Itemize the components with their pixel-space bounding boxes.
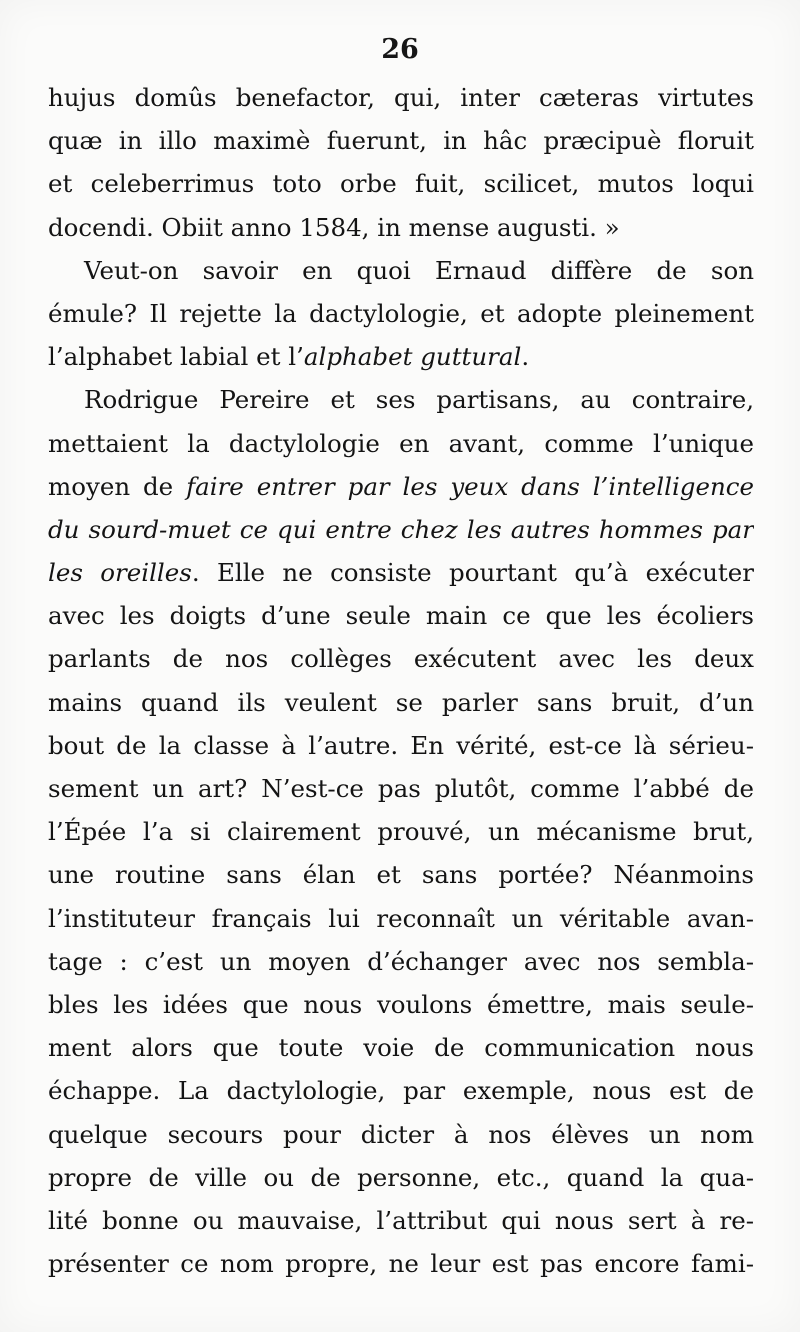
text-line xyxy=(48,378,754,421)
italic-text-segment: du sourd-muet ce qui entre chez les autres hommes par xyxy=(48,514,754,544)
text-segment: bles les idées que nous voulons émettre, mais seule- xyxy=(48,989,754,1019)
text-line xyxy=(48,897,754,940)
text-segment: présenter ce nom propre, ne leur est pas encore fami- xyxy=(48,1249,754,1279)
text-line xyxy=(48,465,754,508)
text-line xyxy=(48,983,754,1026)
italic-text-segment: les oreilles xyxy=(48,558,192,588)
text-segment: . xyxy=(521,342,530,372)
text-segment: docendi. Obiit anno 1584, in mense augusti. » xyxy=(48,212,620,242)
text-segment: l’Épée l’a si clairement prouvé, un mécanisme brut, xyxy=(48,817,754,847)
text-line xyxy=(48,292,754,335)
text-line xyxy=(48,940,754,983)
text-segment: avec les doigts d’une seule main ce que les écoliers xyxy=(48,601,754,631)
text-segment: sement un art? N’est-ce pas plutôt, comme l’abbé de xyxy=(48,774,754,803)
text-line xyxy=(48,1113,754,1156)
text-segment: . Elle ne consiste pourtant qu’à exécuter xyxy=(191,558,754,588)
body-text xyxy=(48,76,754,1285)
text-segment: Veut-on savoir en quoi Ernaud diffère de son xyxy=(84,255,754,285)
text-segment: et celeberrimus toto orbe fuit, scilicet, mutos loqui xyxy=(48,169,754,199)
text-line xyxy=(48,1199,754,1242)
text-line xyxy=(48,810,754,853)
text-line xyxy=(48,681,754,724)
text-segment: tage : c’est un moyen d’échanger avec nos sembla- xyxy=(48,946,754,976)
text-segment: Rodrigue Pereire et ses partisans, au contraire, xyxy=(84,385,754,415)
text-line xyxy=(48,594,754,637)
italic-text-segment: alphabet guttural xyxy=(303,342,522,372)
text-segment: propre de ville ou de personne, etc., quand la qua- xyxy=(48,1162,754,1192)
text-segment: mains quand ils veulent se parler sans bruit, d’un xyxy=(48,687,754,717)
text-line xyxy=(48,119,754,162)
text-line xyxy=(48,422,754,465)
text-line xyxy=(48,767,754,810)
text-segment: l’alphabet labial et l’ xyxy=(48,342,304,372)
page-number: 26 xyxy=(381,34,419,65)
text-segment: une routine sans élan et sans portée? Néanmoins xyxy=(48,860,754,890)
text-segment: hujus domûs benefactor, qui, inter cæteras virtutes xyxy=(48,83,754,112)
text-line xyxy=(48,724,754,767)
text-line xyxy=(48,1069,754,1112)
text-line xyxy=(48,335,754,378)
text-line xyxy=(48,76,754,119)
text-segment: mettaient la dactylologie en avant, comme l’unique xyxy=(48,428,754,458)
text-line xyxy=(48,1242,754,1285)
text-line xyxy=(48,853,754,896)
text-segment: quæ in illo maximè fuerunt, in hâc præcipuè floruit xyxy=(48,126,754,156)
text-line xyxy=(48,508,754,551)
text-segment: échappe. La dactylologie, par exemple, nous est de xyxy=(48,1076,754,1106)
text-segment: parlants de nos collèges exécutent avec les deux xyxy=(48,644,754,674)
text-line xyxy=(48,1026,754,1069)
text-segment: émule? Il rejette la dactylologie, et adopte pleinement xyxy=(48,298,754,328)
text-line xyxy=(48,249,754,292)
text-line xyxy=(48,206,754,249)
text-line xyxy=(48,1156,754,1199)
text-line xyxy=(48,551,754,594)
text-segment: quelque secours pour dicter à nos élèves un nom xyxy=(48,1119,754,1149)
text-segment: lité bonne ou mauvaise, l’attribut qui nous sert à re- xyxy=(48,1205,754,1235)
text-line xyxy=(48,637,754,680)
text-segment: ment alors que toute voie de communication nous xyxy=(48,1033,754,1063)
italic-text-segment: faire entrer par les yeux dans l’intelligence xyxy=(186,471,754,501)
text-segment: l’instituteur français lui reconnaît un véritable avan- xyxy=(48,903,754,933)
text-segment: bout de la classe à l’autre. En vérité, est-ce là sérieu- xyxy=(48,730,754,760)
text-segment: moyen de xyxy=(48,471,187,501)
text-line xyxy=(48,162,754,205)
